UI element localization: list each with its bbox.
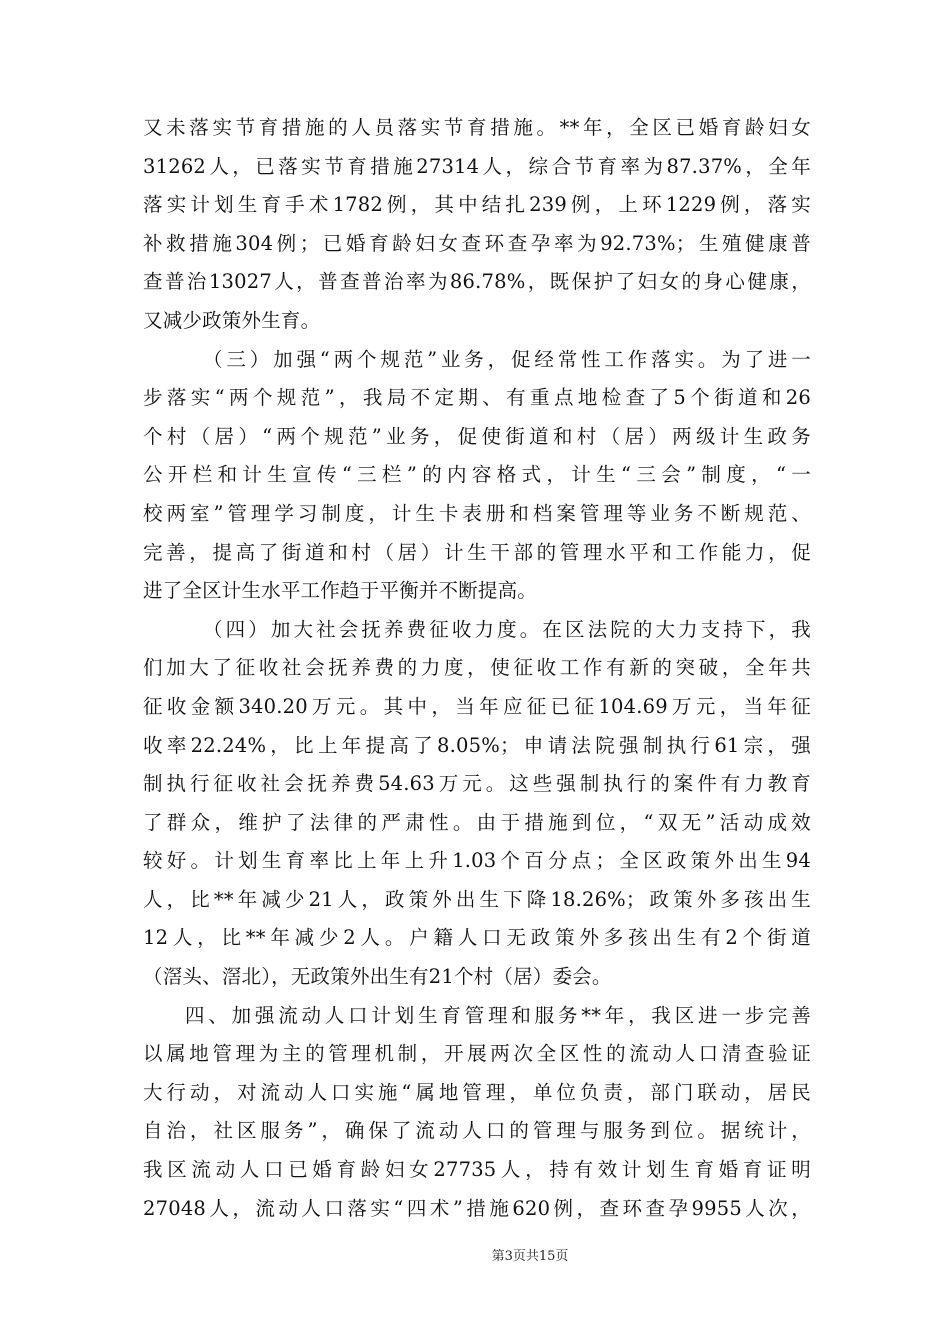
text-line: 收率22.24%，比上年提高了8.05%；申请法院强制执行61宗，强 bbox=[143, 733, 811, 757]
text-line: 31262人，已落实节育措施27314人，综合节育率为87.37%，全年 bbox=[143, 154, 811, 178]
text-line: 进了全区计生水平工作趋于平衡并不断提高。 bbox=[143, 579, 538, 603]
text-line: 校两室”管理学习制度，计生卡表册和档案管理等业务不断规范、 bbox=[143, 501, 811, 525]
text-line: 12人，比**年减少2人。户籍人口无政策外多孩出生有2个街道 bbox=[143, 926, 811, 950]
text-line: 了群众，维护了法律的严肃性。由于措施到位，“双无”活动成效 bbox=[143, 810, 811, 834]
text-line: 27048人，流动人口落实“四术”措施620例，查环查孕9955人次， bbox=[143, 1196, 811, 1220]
text-line: 大行动，对流动人口实施“属地管理，单位负责，部门联动，居民 bbox=[143, 1080, 811, 1104]
text-line: （滘头、滘北），无政策外出生有21个村（居）委会。 bbox=[143, 965, 612, 989]
text-line: 们加大了征收社会抚养费的力度，使征收工作有新的突破，全年共 bbox=[143, 656, 811, 680]
text-line: 查普治13027人，普查普治率为86.78%，既保护了妇女的身心健康， bbox=[143, 270, 811, 294]
text-line: 落实计划生育手术1782例，其中结扎239例，上环1229例，落实 bbox=[143, 193, 811, 217]
text-line: 补救措施304例；已婚育龄妇女查环查孕率为92.73%；生殖健康普 bbox=[143, 231, 811, 255]
text-line: 完善，提高了街道和村（居）计生干部的管理水平和工作能力，促 bbox=[143, 540, 811, 564]
text-line: 较好。计划生育率比上年上升1.03个百分点；全区政策外出生94 bbox=[143, 849, 811, 873]
text-line: 又未落实节育措施的人员落实节育措施。**年，全区已婚育龄妇女 bbox=[143, 116, 811, 139]
text-line: 步落实“两个规范”，我局不定期、有重点地检查了5个街道和26 bbox=[143, 386, 811, 410]
text-line: 我区流动人口已婚育龄妇女27735人，持有效计划生育婚育证明 bbox=[143, 1158, 811, 1182]
text-line: 以属地管理为主的管理机制，开展两次全区性的流动人口清查验证 bbox=[143, 1042, 811, 1066]
text-line: 个村（居）“两个规范”业务，促使街道和村（居）两级计生政务 bbox=[143, 424, 811, 448]
text-line: 征收金额340.20万元。其中，当年应征已征104.69万元，当年征 bbox=[143, 694, 811, 718]
paragraph-heading-line: （三）加强“两个规范”业务，促经常性工作落实。为了进一 bbox=[203, 347, 811, 371]
paragraph-heading-line: （四）加大社会抚养费征收力度。在区法院的大力支持下，我 bbox=[203, 617, 811, 641]
text-line: 自治，社区服务”，确保了流动人口的管理与服务到位。据统计， bbox=[143, 1119, 811, 1143]
text-line: 人，比**年减少21人，政策外出生下降18.26%；政策外多孩出生 bbox=[143, 887, 811, 911]
section-heading-line: 四、加强流动人口计划生育管理和服务**年，我区进一步完善 bbox=[185, 1003, 811, 1027]
page-number-footer: 第3页共15页 bbox=[491, 1249, 569, 1264]
text-line: 又减少政策外生育。 bbox=[143, 308, 321, 332]
text-line: 制执行征收社会抚养费54.63万元。这些强制执行的案件有力教育 bbox=[143, 772, 811, 796]
text-line: 公开栏和计生宣传“三栏”的内容格式，计生“三会”制度，“一 bbox=[143, 463, 811, 487]
document-body bbox=[143, 109, 811, 1228]
